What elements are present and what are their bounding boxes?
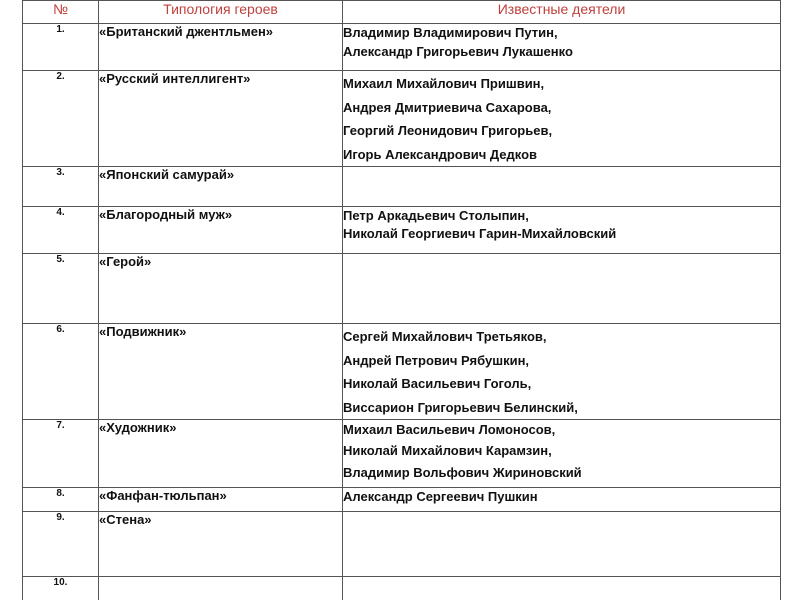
table-row [23,24,781,71]
heroes-table [22,0,781,600]
figures-cell [343,71,781,167]
figures-cell [343,488,781,512]
row-number: 8. [23,488,99,512]
table-header-row [23,1,781,24]
hero-type: «Герой» [99,254,343,324]
hero-type: «Японский самурай» [99,167,343,207]
figure-name: Петр Аркадьевич Столыпин, [343,208,529,223]
row-number: 4. [23,207,99,254]
table-row [23,512,781,577]
figure-name: Георгий Леонидович Григорьев, [343,123,553,138]
figure-name: Николай Георгиевич Гарин-Михайловский [343,226,617,241]
header-figures: Известные деятели [343,1,781,24]
row-number: 6. [23,324,99,420]
figures-cell [343,420,781,488]
figures-cell [343,512,781,577]
hero-type [99,577,343,600]
row-number: 3. [23,167,99,207]
row-number: 2. [23,71,99,167]
figure-name: Владимир Вольфович Жириновский [343,465,582,480]
hero-type: «Художник» [99,420,343,488]
hero-type: «Британский джентльмен» [99,24,343,71]
figure-name: Александр Григорьевич Лукашенко [343,44,573,59]
hero-type: «Фанфан-тюльпан» [99,488,343,512]
row-number: 5. [23,254,99,324]
figure-name: Владимир Владимирович Путин, [343,25,558,40]
table-row [23,577,781,600]
hero-type: «Стена» [99,512,343,577]
figure-name: Михаил Васильевич Ломоносов, [343,422,556,437]
row-number: 7. [23,420,99,488]
header-number: № [23,1,99,24]
figures-cell [343,254,781,324]
hero-type: «Благородный муж» [99,207,343,254]
table-row [23,420,781,488]
figure-name: Андрей Петрович Рябушкин, [343,352,530,368]
row-number: 10. [23,577,99,600]
figure-name: Николай Васильевич Гоголь, [343,376,532,391]
table-row [23,167,781,207]
hero-type: «Русский интеллигент» [99,71,343,167]
figures-cell [343,577,781,600]
table-row [23,207,781,254]
figure-name: Николай Михайлович Карамзин, [343,443,552,458]
hero-type: «Подвижник» [99,324,343,420]
figure-name: Андрея Дмитриевича Сахарова, [343,99,552,115]
table-row [23,71,781,167]
figures-cell [343,207,781,254]
table-row [23,254,781,324]
figure-name: Игорь Александрович Дедков [343,146,538,162]
figure-name: Михаил Михайлович Пришвин, [343,76,545,91]
figure-name: Виссарион Григорьевич Белинский, [343,399,578,415]
header-typology: Типология героев [99,1,343,24]
figures-cell [343,24,781,71]
figure-name: Александр Сергеевич Пушкин [343,489,538,504]
figure-name: Сергей Михайлович Третьяков, [343,329,547,344]
table-row [23,324,781,420]
table-row [23,488,781,512]
row-number: 1. [23,24,99,71]
row-number: 9. [23,512,99,577]
figures-cell [343,167,781,207]
figures-cell [343,324,781,420]
